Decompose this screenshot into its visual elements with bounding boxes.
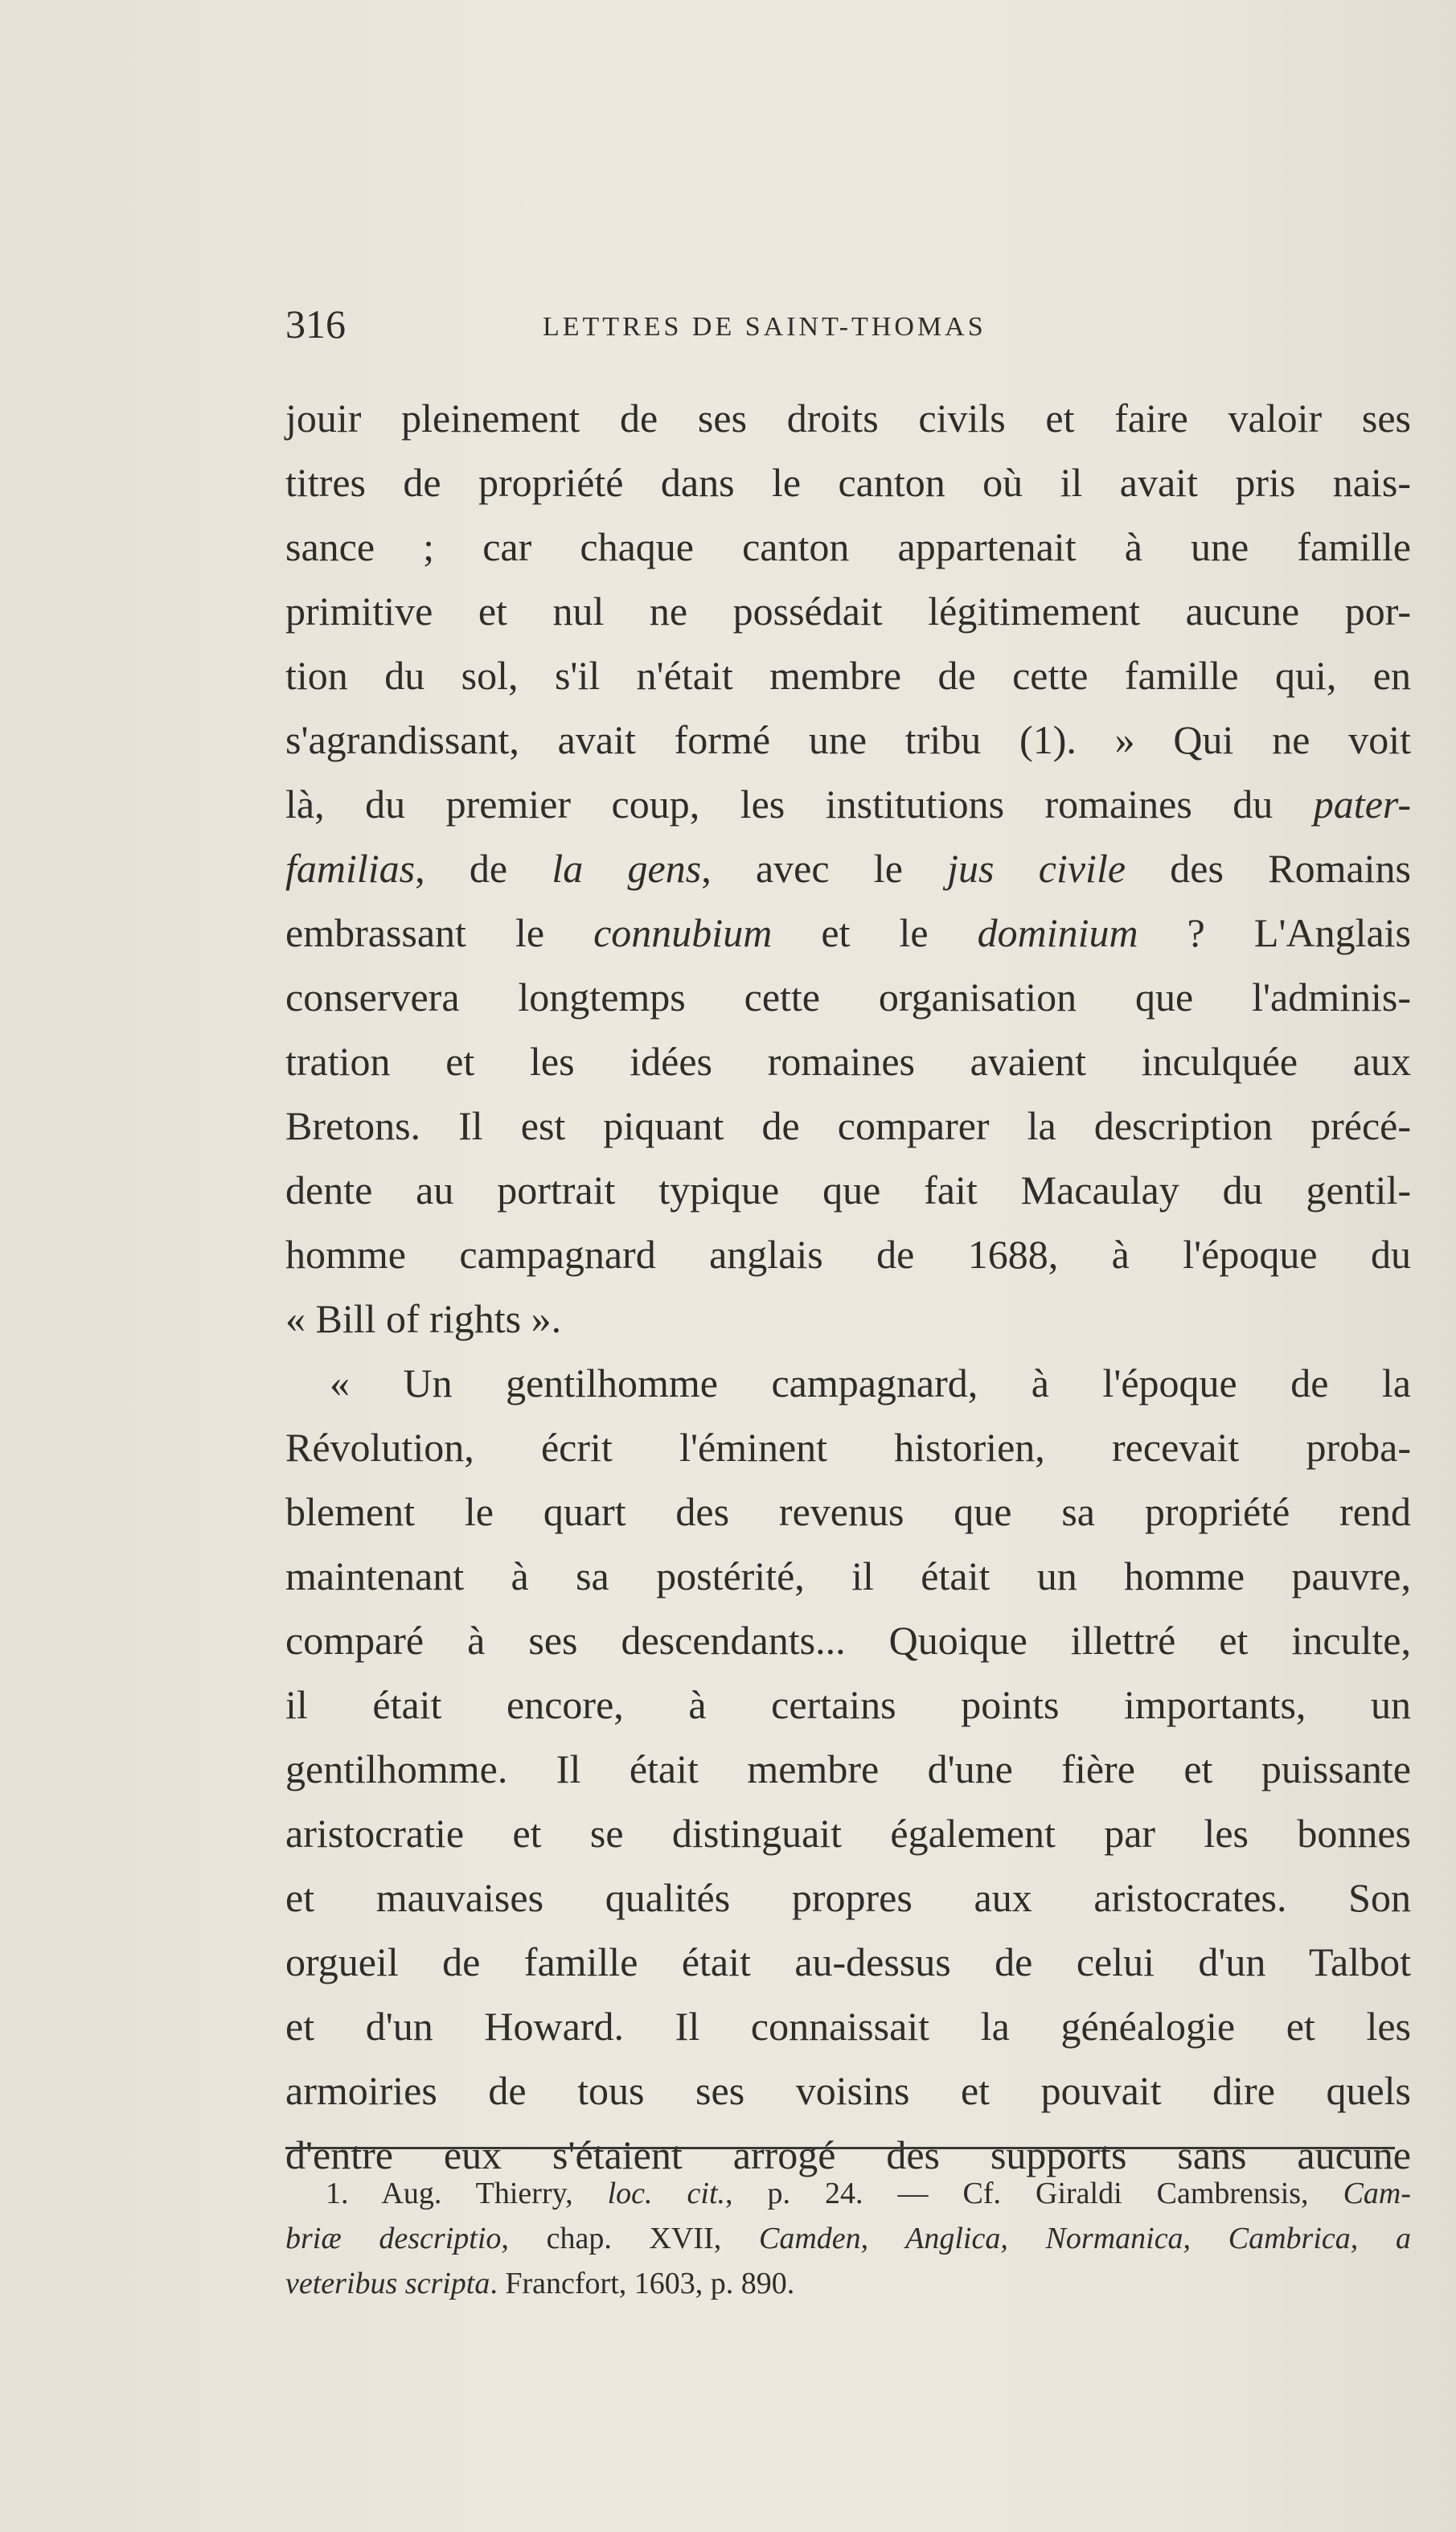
- running-title: LETTRES DE SAINT-THOMAS: [543, 312, 986, 342]
- text-line: et d'un Howard. Il connaissait la généalogie et les: [285, 2004, 1411, 2049]
- text-segment: . Francfort, 1603, p. 890.: [490, 2267, 795, 2300]
- italic-term: loc. cit.: [607, 2177, 726, 2210]
- text-line: orgueil de famille était au-dessus de celui d'un Talbot: [285, 1939, 1411, 1984]
- text-line: Bretons. Il est piquant de comparer la description précé-: [285, 1103, 1411, 1148]
- footnote-line: [285, 2216, 1411, 2261]
- italic-term: Cam-: [1343, 2177, 1412, 2210]
- text-line: armoiries de tous ses voisins et pouvait dire quels: [285, 2068, 1411, 2113]
- text-line: maintenant à sa postérité, il était un homme pauvre,: [285, 1553, 1411, 1598]
- text-line: primitive et nul ne possédait légitimement aucune por-: [285, 589, 1411, 634]
- italic-term: familias: [285, 846, 416, 891]
- text-line: d'entre eux s'étaient arrogé des supports sans aucune: [285, 2132, 1411, 2177]
- text-line: blement le quart des revenus que sa propriété rend: [285, 1489, 1411, 1534]
- text-line: « Un gentilhomme campagnard, à l'époque de la: [330, 1360, 1411, 1406]
- footnote: [285, 2171, 1411, 2306]
- italic-term: briæ descriptio: [285, 2222, 502, 2255]
- text-line: tion du sol, s'il n'était membre de cette famille qui, en: [285, 653, 1411, 698]
- text-line: homme campagnard anglais de 1688, à l'époque du: [285, 1232, 1411, 1277]
- text-line: aristocratie et se distinguait également par les bonnes: [285, 1811, 1411, 1856]
- text-segment: embrassant le: [285, 910, 594, 955]
- text-line: [285, 772, 1411, 836]
- italic-term: dominium: [977, 910, 1138, 955]
- text-line: comparé à ses descendants... Quoique illettré et inculte,: [285, 1618, 1411, 1663]
- page-header: [285, 296, 1411, 352]
- text-segment: , p. 24. — Cf. Giraldi Cambrensis,: [725, 2177, 1343, 2210]
- text-line: et mauvaises qualités propres aux aristocrates. Son: [285, 1875, 1411, 1920]
- text-line: tration et les idées romaines avaient inculquée aux: [285, 1039, 1411, 1084]
- text-line: jouir pleinement de ses droits civils et faire valoir ses: [285, 396, 1411, 441]
- italic-term: la gens: [552, 846, 702, 891]
- footnote-line: [285, 2261, 1411, 2306]
- italic-term: veteribus scripta: [285, 2267, 490, 2300]
- text-segment: , avec le: [701, 846, 948, 891]
- text-line: dente au portrait typique que fait Macaulay du gentil-: [285, 1168, 1411, 1213]
- text-segment: et le: [772, 910, 978, 955]
- text-line: gentilhomme. Il était membre d'une fière et puissante: [285, 1746, 1411, 1791]
- text-segment: ? L'Anglais: [1138, 910, 1411, 955]
- footnote-line: [285, 2171, 1411, 2216]
- text-line: il était encore, à certains points importants, un: [285, 1682, 1411, 1727]
- page-number: 316: [285, 302, 346, 347]
- text-line: conservera longtemps cette organisation que l'adminis-: [285, 975, 1411, 1020]
- text-line: Révolution, écrit l'éminent historien, recevait proba-: [285, 1425, 1411, 1470]
- text-line: s'agrandissant, avait formé une tribu (1). » Qui ne voit: [285, 717, 1411, 762]
- text-line: titres de propriété dans le canton où il avait pris nais-: [285, 460, 1411, 505]
- text-line: « Bill of rights ».: [285, 1296, 562, 1341]
- text-line: [285, 836, 1411, 901]
- italic-term: connubium: [593, 910, 773, 955]
- text-segment: , de: [415, 846, 552, 891]
- text-line: sance ; car chaque canton appartenait à une famille: [285, 524, 1411, 569]
- text-segment: 1. Aug. Thierry,: [326, 2177, 608, 2210]
- italic-term: Camden, Anglica, Normanica, Cambrica, a: [758, 2222, 1411, 2255]
- text-segment: là, du premier coup, les institutions romaines du: [285, 782, 1314, 827]
- text-segment: des Romains: [1126, 846, 1411, 891]
- footnote-rule: [285, 2147, 1395, 2149]
- italic-term: pater-: [1313, 782, 1411, 827]
- body-text: [285, 386, 1411, 2187]
- italic-term: jus civile: [947, 846, 1126, 891]
- text-segment: , chap. XVII,: [501, 2222, 759, 2255]
- text-line: [285, 901, 1411, 965]
